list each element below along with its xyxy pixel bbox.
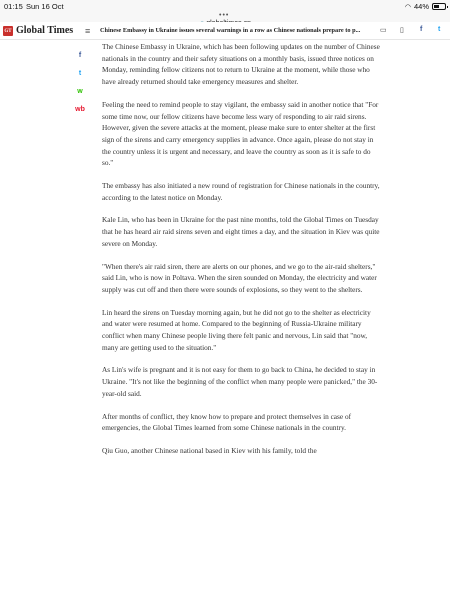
browser-url-bar[interactable] xyxy=(0,13,450,22)
share-bar xyxy=(74,50,90,122)
article-paragraph: After months of conflict, they know how to prepare and protect themselves in case of emergencies, the Global Times learned from some Chinese nationals in the country. xyxy=(102,411,352,433)
article-body xyxy=(102,41,382,468)
status-date: Sun 16 Oct xyxy=(26,2,64,11)
battery-icon xyxy=(432,3,446,10)
article-paragraph: The embassy has also initiated a new round of registration for Chinese nationals in the country, according to the latest notice on Monday. xyxy=(102,181,380,202)
site-header xyxy=(0,22,450,40)
twitter-share-icon[interactable]: t xyxy=(78,70,82,77)
article-paragraph: The Chinese Embassy in Ukraine, which has been following updates on the number of Chinese nationals in the country and their safety situations on a monthly basis, issued three notices on Monday, reminding fellow citizens not to return to Ukraine at the moment, while those who have already returned should take emergency measures and shelter. xyxy=(102,42,380,87)
more-dots-icon[interactable]: ••• xyxy=(219,12,230,19)
article-paragraph: As Lin's wife is pregnant and it is not easy for them to go back to China, he decided to stay in Ukraine. "It's not like the beginning of the conflict when many people were panicked," the 30-year-old said. xyxy=(102,365,378,398)
article-headline: Chinese Embassy in Ukraine issues several warnings in a row as Chinese nationals prepare to p... xyxy=(100,27,361,34)
wifi-icon: ◠ xyxy=(404,3,411,11)
menu-icon[interactable]: ≡ xyxy=(85,26,91,36)
bookmark-icon[interactable]: ▭ xyxy=(380,27,387,34)
wechat-share-icon[interactable]: w xyxy=(77,88,83,95)
article-paragraph: Kale Lin, who has been in Ukraine for the past nine months, told the Global Times on Tuesday that he has heard air raid sirens seven and eight times a day, and the situation in Kiev was quite severe on Monday. xyxy=(102,215,380,248)
article-paragraph: Lin heard the sirens on Tuesday morning again, but he did not go to the shelter as electricity and water were resumed at home. Compared to the beginning of Russia-Ukraine military conflict when many Chinese people living there felt panic and nervous, Lin said that "now, many are getting used to the situation." xyxy=(102,307,371,352)
status-time: 01:15 xyxy=(4,2,23,11)
status-right xyxy=(405,2,446,11)
battery-percent: 44% xyxy=(413,2,429,11)
logo-mark[interactable]: GT xyxy=(3,26,13,36)
weibo-share-icon[interactable]: wb xyxy=(75,106,85,113)
site-logo[interactable]: Global Times xyxy=(16,25,74,36)
facebook-share-icon[interactable]: f xyxy=(78,52,82,59)
twitter-icon[interactable]: t xyxy=(438,26,441,33)
mobile-icon[interactable]: ▯ xyxy=(400,27,404,34)
facebook-icon[interactable]: f xyxy=(420,26,423,33)
article-paragraph: "When there's air raid siren, there are alerts on our phones, and we go to the air-raid shelters," said Lin, who is now in Poltava. When the siren sounded on Monday, the electricity and water supply was cut off and then there were sounds of explosions, so they went to the shelters. xyxy=(102,261,377,294)
article-paragraph: Feeling the need to remind people to stay vigilant, the embassy said in another notice that "For some time now, our fellow citizens have become less wary of responding to air raid sirens. However, given the severe attacks at the moment, please make sure to enter shelter at the first sign of the sirens and carry emergency supplies in advance. Once again, please do not stay in the country unless it is urgent and necessary, and leave the country as soon as it is safe to do so." xyxy=(102,99,379,168)
article-paragraph: Qiu Guo, another Chinese national based in Kiev with his family, told the xyxy=(102,445,317,455)
